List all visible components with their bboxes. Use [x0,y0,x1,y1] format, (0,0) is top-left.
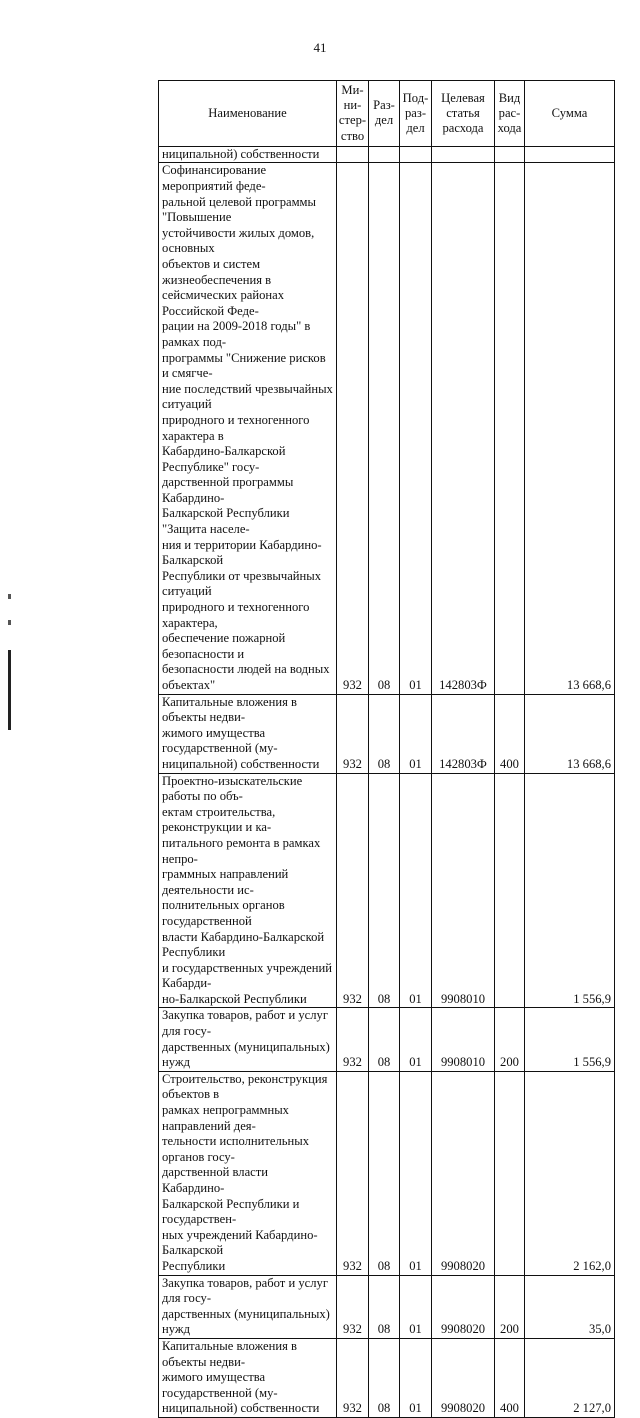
header-section: Раз- дел [369,81,400,147]
page-number: 41 [313,40,327,55]
row-ministry: 932 [337,1071,369,1275]
row-expense-type [495,773,525,1008]
row-name: Закупка товаров, работ и услуг для госу- дарственных (муниципальных) нужд [159,1008,337,1071]
row-target: 9908020 [432,1275,495,1338]
row-name: ниципальной) собственности [159,146,337,163]
row-ministry: 932 [337,163,369,694]
row-subsection: 01 [400,1338,432,1417]
table-row [159,1008,615,1071]
row-target: 142803Ф [432,694,495,773]
row-name: Софинансирование мероприятий феде- ральной целевой программы "Повышение устойчивости жилых домов, основных объектов и систем жизнеобеспечения в сейсмических районах Российской Феде- рации на 2009-2018 годы" в рамках под- программы "Снижение рисков и смягче- ние последствий чрезвычайных ситуаций природного и техногенного характера в Кабардино-Балкарской Республике" госу- дарственной программы Кабардино- Балкарской Республики "Защита населе- ния и территории Кабардино-Балкарской Республики от чрезвычайных ситуаций природного и техногенного характера, обеспечение пожарной безопасности и безопасности людей на водных объектах" [159,163,337,694]
row-ministry: 932 [337,1338,369,1417]
row-name: Капитальные вложения в объекты недви- жимого имущества государственной (му- ниципальной) собственности [159,1338,337,1417]
budget-table [158,80,615,1418]
row-section: 08 [369,1275,400,1338]
row-section: 08 [369,773,400,1008]
header-expense-type: Вид рас- хода [495,81,525,147]
row-sum: 13 668,6 [525,694,615,773]
row-expense-type [495,146,525,163]
row-subsection: 01 [400,1071,432,1275]
table-row [159,163,615,694]
row-sum: 1 556,9 [525,1008,615,1071]
row-sum: 2 127,0 [525,1338,615,1417]
row-target: 9908020 [432,1071,495,1275]
row-sum [525,146,615,163]
row-subsection: 01 [400,773,432,1008]
margin-scan-mark [8,650,11,730]
row-section: 08 [369,1008,400,1071]
table-row [159,1071,615,1275]
margin-tick [8,620,11,625]
row-section: 08 [369,163,400,694]
table-row [159,694,615,773]
row-subsection: 01 [400,1008,432,1071]
row-target: 9908010 [432,1008,495,1071]
row-expense-type: 400 [495,1338,525,1417]
header-target: Целевая статья расхода [432,81,495,147]
row-target: 142803Ф [432,163,495,694]
row-subsection: 01 [400,694,432,773]
row-expense-type [495,163,525,694]
row-expense-type [495,1071,525,1275]
row-sum: 1 556,9 [525,773,615,1008]
row-section: 08 [369,1071,400,1275]
row-ministry: 932 [337,1008,369,1071]
row-name: Проектно-изыскательские работы по объ- ектам строительства, реконструкции и ка- питального ремонта в рамках непро- граммных направлений деятельности ис- полнительных органов государственной власти Кабардино-Балкарской Республики и государственных учреждений Кабарди- но-Балкарской Республики [159,773,337,1008]
header-subsection: Под- раз- дел [400,81,432,147]
table-row [159,1338,615,1417]
row-target: 9908010 [432,773,495,1008]
header-ministry: Ми- ни- стер- ство [337,81,369,147]
header-row [159,81,615,147]
table-row [159,1275,615,1338]
row-name: Капитальные вложения в объекты недви- жимого имущества государственной (му- ниципальной) собственности [159,694,337,773]
row-name: Строительство, реконструкция объектов в рамках непрограммных направлений дея- тельности исполнительных органов госу- дарственной власти Кабардино- Балкарской Республики и государствен- ных учреждений Кабардино-Балкарской Республики [159,1071,337,1275]
row-expense-type: 200 [495,1008,525,1071]
row-subsection: 01 [400,163,432,694]
row-target [432,146,495,163]
row-ministry: 932 [337,773,369,1008]
row-ministry: 932 [337,694,369,773]
row-section: 08 [369,694,400,773]
row-ministry [337,146,369,163]
row-subsection [400,146,432,163]
header-sum: Сумма [525,81,615,147]
table-row [159,773,615,1008]
margin-tick [8,594,11,599]
row-section: 08 [369,1338,400,1417]
table-row [159,146,615,163]
row-name: Закупка товаров, работ и услуг для госу- дарственных (муниципальных) нужд [159,1275,337,1338]
header-name: Наименование [159,81,337,147]
row-target: 9908020 [432,1338,495,1417]
row-sum: 2 162,0 [525,1071,615,1275]
row-ministry: 932 [337,1275,369,1338]
row-section [369,146,400,163]
row-sum: 13 668,6 [525,163,615,694]
row-expense-type: 200 [495,1275,525,1338]
row-subsection: 01 [400,1275,432,1338]
row-sum: 35,0 [525,1275,615,1338]
row-expense-type: 400 [495,694,525,773]
